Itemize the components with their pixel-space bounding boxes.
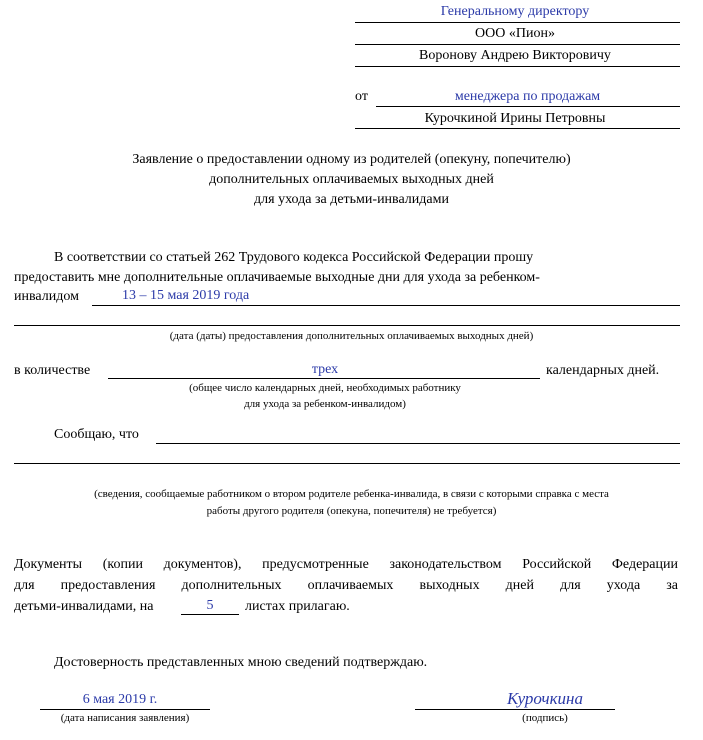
documents-line3-suffix: листах прилагаю. [245, 599, 350, 614]
leave-dates-value: 13 – 15 мая 2019 года [122, 288, 250, 303]
document-title-line2: дополнительных оплачиваемых выходных дней [209, 172, 494, 187]
sender-position: менеджера по продажам [454, 89, 601, 104]
signature-hint: (подпись) [522, 712, 568, 724]
from-prefix: от [355, 89, 368, 104]
signature-line [415, 709, 615, 710]
inform-prefix: Сообщаю, что [54, 427, 139, 442]
quantity-suffix: календарных дней. [546, 363, 660, 378]
documents-line3-prefix: детьми-инвалидами, на [14, 599, 154, 614]
documents-count-value: 5 [206, 598, 214, 613]
addressee-name: Воронову Андрею Викторовичу [419, 48, 611, 63]
addressee-position-line [355, 22, 680, 23]
quantity-hint-line1: (общее число календарных дней, необходимых работнику [189, 382, 461, 394]
inform-hint-line1: (сведения, сообщаемые работником о втором родителе ребенка-инвалида, в связи с которыми справка с места [94, 488, 609, 500]
request-paragraph-line3-prefix: инвалидом [14, 289, 79, 304]
documents-line1: Документы (копии документов), предусмотренные законодательством Российской Федерации [14, 557, 678, 572]
application-date-hint: (дата написания заявления) [60, 712, 190, 724]
quantity-hint-line2: для ухода за ребенком-инвалидом) [244, 398, 406, 410]
confirmation-text: Достоверность представленных мною сведений подтверждаю. [54, 655, 428, 670]
document-title-line3: для ухода за детьми-инвалидами [254, 192, 449, 207]
application-date-line [40, 709, 210, 710]
quantity-value: трех [311, 362, 339, 377]
quantity-prefix: в количестве [14, 363, 91, 378]
inform-line-2 [14, 463, 680, 464]
quantity-line [108, 378, 540, 379]
inform-line [156, 443, 680, 444]
request-paragraph-line2: предоставить мне дополнительные оплачиваемые выходные дни для ухода за ребенком- [14, 270, 540, 285]
request-paragraph-line1: В соответствии со статьей 262 Трудового кодекса Российской Федерации прошу [54, 250, 534, 265]
document-title-line1: Заявление о предоставлении одному из родителей (опекуну, попечителю) [132, 152, 571, 167]
leave-dates-hint: (дата (даты) предоставления дополнительных оплачиваемых выходных дней) [169, 330, 534, 342]
application-date-value: 6 мая 2019 г. [82, 692, 158, 707]
addressee-position: Генеральному директору [440, 4, 590, 19]
sender-name-line [355, 128, 680, 129]
documents-count-line [181, 614, 239, 615]
addressee-company-line [355, 44, 680, 45]
leave-dates-line [92, 305, 680, 306]
sender-name: Курочкиной Ирины Петровны [424, 111, 606, 126]
addressee-name-line [355, 66, 680, 67]
leave-dates-line-2 [14, 325, 680, 326]
documents-line2: для предоставления дополнительных оплачиваемых выходных дней для ухода за [14, 578, 678, 593]
addressee-company: ООО «Пион» [475, 26, 555, 41]
inform-hint-line2: работы другого родителя (опекуна, попечителя) не требуется) [206, 505, 497, 517]
signature-value: Курочкина [507, 689, 583, 708]
sender-position-line [376, 106, 680, 107]
